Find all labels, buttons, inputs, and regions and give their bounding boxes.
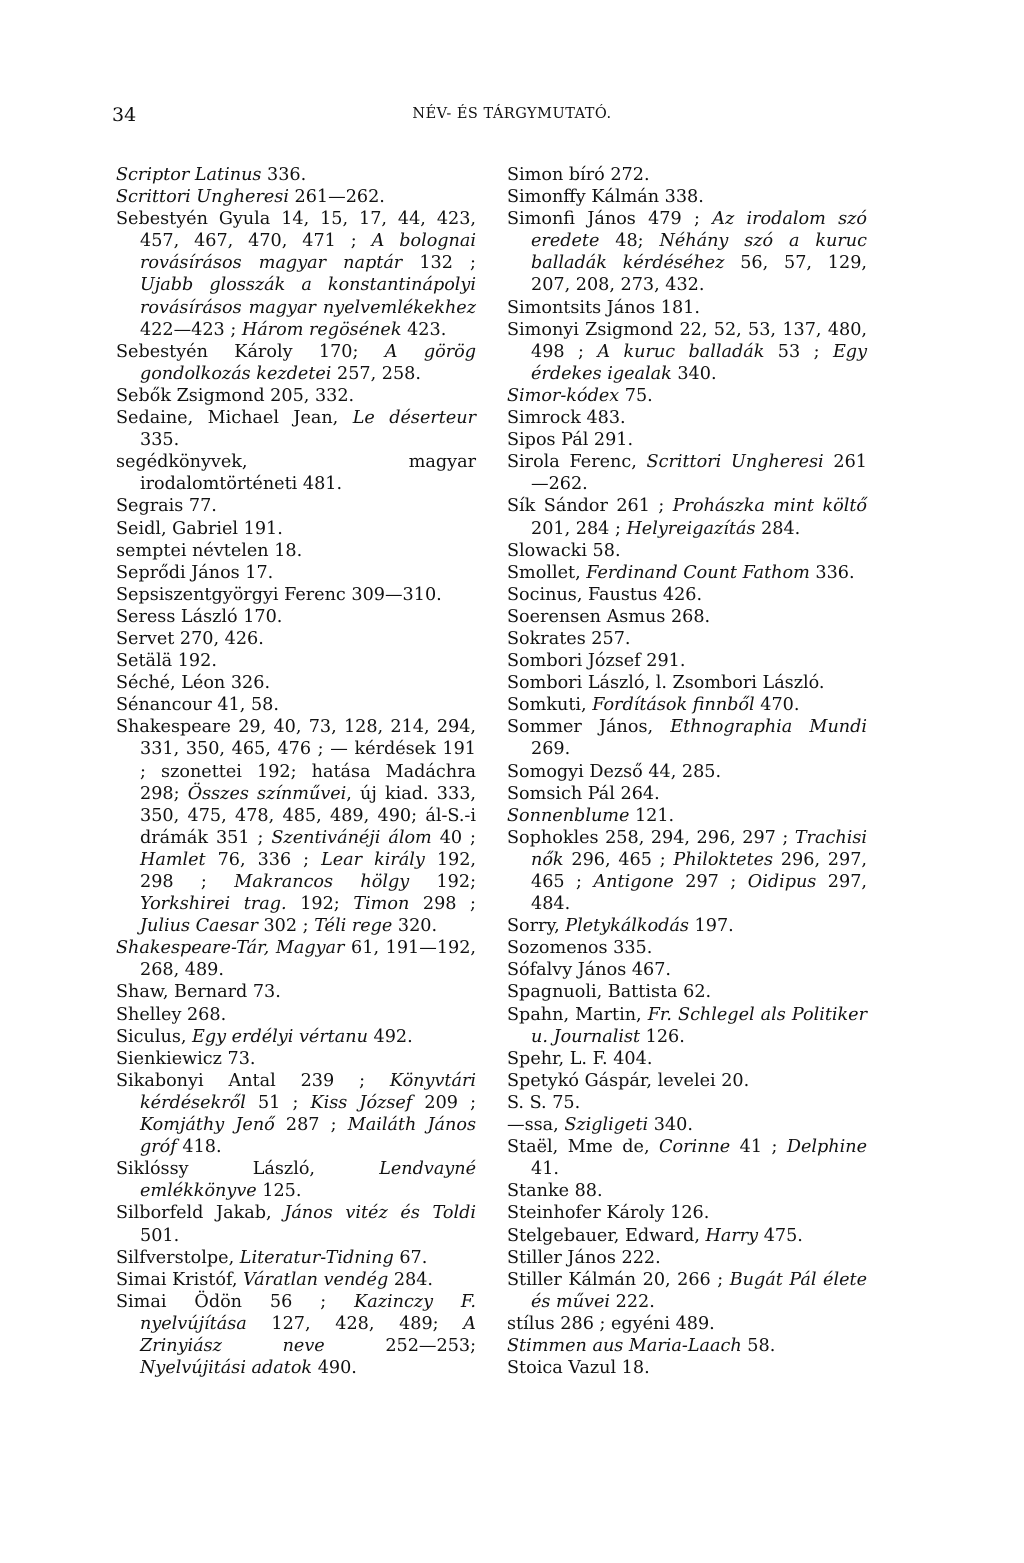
index-entry [507, 761, 867, 783]
entry-text: 127, 428, 489; [246, 1313, 464, 1334]
index-entry [507, 1357, 867, 1379]
entry-text: 58. [741, 1335, 776, 1356]
entry-text: 56, 57, 129, 207, 208, 273, 432. [531, 253, 867, 296]
index-entry [116, 164, 476, 186]
index-column-left [116, 164, 476, 1379]
entry-text: 126. [640, 1026, 685, 1047]
index-entry [507, 1070, 867, 1092]
entry-text: 41 ; [730, 1137, 787, 1158]
entry-text: 475. [758, 1225, 803, 1246]
index-entry [116, 606, 476, 628]
index-entry [507, 1313, 867, 1335]
index-entry [116, 1269, 476, 1291]
index-entry [507, 1335, 867, 1357]
entry-title-text: Szigligeti [564, 1115, 649, 1136]
entry-title-text: Bugát Pál élete és művei [531, 1269, 867, 1312]
entry-text: 261—262. [288, 187, 385, 208]
entry-text: 336. [261, 165, 307, 185]
index-entry [116, 628, 476, 650]
entry-title-text: Sonnenblume [507, 805, 630, 826]
entry-text: Simai Kristóf, [116, 1269, 244, 1290]
entry-text: 75. [619, 385, 653, 406]
index-entry [116, 1202, 476, 1246]
entry-text: Sebestyén Károly 170; [116, 341, 385, 362]
entry-text: Stanke 88. [507, 1181, 603, 1202]
entry-text: Stiller Kálmán 20, 266 ; [507, 1269, 730, 1290]
entry-text: S. S. 75. [507, 1092, 581, 1113]
index-entry [116, 451, 476, 495]
index-entry [507, 1225, 867, 1247]
index-entry [116, 584, 476, 606]
index-entry [507, 1202, 867, 1224]
entry-text: Sombori József 291. [507, 651, 686, 672]
index-entry [116, 1048, 476, 1070]
entry-title-text: Antigone [593, 872, 674, 892]
entry-title-text: Literatur-Tidning [239, 1247, 394, 1268]
entry-title-text: Scrittori Ungheresi [116, 187, 289, 208]
entry-text: Sozomenos 335. [507, 938, 653, 959]
index-entry [116, 518, 476, 540]
entry-text: 121. [629, 805, 675, 826]
entry-text: Sebők Zsigmond 205, 332. [116, 385, 355, 406]
index-entry [507, 827, 867, 915]
entry-text: 284. [755, 518, 801, 539]
entry-title-text: Ethnographia Mundi [670, 717, 867, 738]
entry-title-text: Stimmen aus Maria-Laach [507, 1335, 742, 1356]
entry-title-text: Simor-kódex [507, 385, 620, 406]
entry-title-text: Három regösének [241, 319, 402, 340]
index-entry [116, 1158, 476, 1202]
index-entry [507, 385, 867, 407]
entry-title-text: Ujabb glosszák a konstantinápolyi rovásírásos magyar nyelvemlékekhez [140, 275, 476, 318]
entry-text: 470. [754, 695, 800, 716]
index-entry [507, 540, 867, 562]
index-entry [116, 716, 476, 937]
entry-title-text: Helyreigazítás [626, 518, 756, 539]
entry-title-text: Shakespeare-Tár, Magyar [116, 938, 345, 959]
index-entry [116, 495, 476, 517]
entry-text: 76, 336 ; [205, 849, 322, 870]
entry-title-text: Ferdinand Count Fathom [586, 562, 810, 583]
index-entry [507, 606, 867, 628]
entry-text: Simonyi Zsigmond 22, 52, 53, 137, 480, 498 ; [507, 319, 867, 362]
index-entry [116, 1026, 476, 1048]
entry-text: Stelgebauer, Edward, [507, 1225, 706, 1246]
entry-text: 201, 284 ; [531, 518, 627, 539]
entry-text: 492. [367, 1026, 413, 1047]
index-entry [507, 959, 867, 981]
page-number: 34 [112, 104, 137, 126]
entry-text: Sombori László, l. Zsombori László. [507, 673, 825, 694]
entry-title-text: Lendvayné emlékkönyve [140, 1159, 476, 1202]
index-entry [116, 694, 476, 716]
entry-text: Staël, Mme de, [507, 1137, 660, 1158]
entry-title-text: Scriptor Latinus [116, 165, 262, 185]
entry-text: 192; [286, 894, 354, 915]
entry-text: 423. [401, 319, 447, 340]
index-entry [507, 1092, 867, 1114]
index-entry [116, 208, 476, 341]
entry-title-text: Yorkshirei trag. [140, 894, 287, 915]
index-entry [116, 672, 476, 694]
entry-text: Simonfi János 479 ; [507, 209, 713, 230]
entry-title-text: A kuruc balladák [597, 341, 765, 362]
entry-text: Stoica Vazul 18. [507, 1358, 650, 1379]
index-entry [116, 540, 476, 562]
index-entry [507, 650, 867, 672]
entry-text: Sebestyén Gyula 14, 15, 17, 44, 423, 457, 467, 470, 471 ; [116, 209, 476, 252]
entry-title-text: Prohászka mint költő [672, 496, 867, 517]
entry-text: Siklóssy László, [116, 1159, 380, 1180]
entry-text: Seidl, Gabriel 191. [116, 518, 283, 539]
entry-text: 192; [409, 872, 476, 892]
index-entry [507, 1004, 867, 1048]
entry-text: , új kiad. 333, 350, 475, 478, 485, 489, 490; ál-S.-i drámák 351 ; [140, 783, 476, 848]
entry-text: Smollet, [507, 562, 587, 583]
entry-text: 261—262. [531, 452, 867, 495]
entry-text: Shelley 268. [116, 1004, 227, 1025]
entry-title-text: Fordítások finnből [592, 695, 755, 716]
entry-text: 209 ; [412, 1092, 476, 1113]
entry-title-text: Corinne [659, 1137, 731, 1158]
entry-text: Somogyi Dezső 44, 285. [507, 761, 722, 782]
entry-text: Steinhofer Károly 126. [507, 1203, 710, 1224]
entry-text: Simai Ödön 56 ; [116, 1291, 355, 1312]
entry-text: Servet 270, 426. [116, 628, 264, 649]
entry-text: 40 ; [431, 827, 476, 848]
entry-text: 222. [610, 1291, 655, 1312]
entry-text: Silborfeld Jakab, [116, 1203, 285, 1224]
entry-text: Sikabonyi Antal 239 ; [116, 1070, 390, 1091]
entry-text: 41. [531, 1159, 559, 1180]
index-entry [116, 385, 476, 407]
entry-text: Simon bíró 272. [507, 165, 650, 185]
entry-text: 269. [531, 739, 571, 760]
entry-text: Sophokles 258, 294, 296, 297 ; [507, 827, 795, 848]
index-entry [116, 186, 476, 208]
entry-text: Spahn, Martin, [507, 1004, 648, 1025]
entry-text: 422—423 ; [140, 319, 242, 340]
entry-text: Segrais 77. [116, 496, 217, 517]
entry-text: Somkuti, [507, 695, 593, 716]
index-entry [116, 562, 476, 584]
entry-text: Stiller János 222. [507, 1247, 661, 1268]
entry-title-text: Timon [353, 894, 410, 915]
entry-text: Seprődi János 17. [116, 562, 274, 583]
entry-title-text: Néhány szó a kuruc balladák kérdéséhez [531, 231, 867, 274]
entry-title-text: Szentivánéji álom [271, 827, 432, 848]
entry-title-text: Nyelvújitási adatok [140, 1358, 313, 1379]
entry-text: segédkönyvek, magyar irodalomtörténeti 481. [116, 452, 476, 495]
entry-text: 252—253; [324, 1335, 477, 1356]
entry-text: 197. [688, 916, 734, 937]
entry-text: 320. [392, 916, 438, 937]
entry-text: 336. [809, 562, 855, 583]
index-entry [507, 672, 867, 694]
index-entry [507, 208, 867, 296]
index-entry [507, 495, 867, 539]
page-header [0, 104, 1024, 134]
index-entry [507, 1247, 867, 1269]
entry-title-text: Le déserteur [352, 408, 476, 429]
entry-text: 297 ; [673, 872, 748, 892]
index-entry [507, 1269, 867, 1313]
index-entry [507, 937, 867, 959]
index-entry [507, 1114, 867, 1136]
entry-text: Sommer János, [507, 717, 671, 738]
index-entry [507, 164, 867, 186]
entry-text: 296, 465 ; [563, 849, 674, 870]
index-entry [507, 1048, 867, 1070]
index-entry [507, 915, 867, 937]
entry-title-text: Oidipus [747, 872, 817, 892]
entry-text: 48; [599, 231, 660, 252]
entry-text: 192, 298 ; [140, 849, 476, 892]
entry-text: 61, 191—192, 268, 489. [140, 938, 477, 981]
entry-title-text: Scrittori Ungheresi [646, 452, 824, 473]
entry-title-text: Egy erdélyi vértanu [192, 1026, 368, 1047]
entry-title-text: Kiss József [310, 1092, 413, 1113]
entry-title-text: Komjáthy Jenő [140, 1115, 275, 1136]
entry-text: Slowacki 58. [507, 540, 621, 561]
index-entry [507, 584, 867, 606]
entry-title-text: Könyvtári kérdésekről [140, 1070, 476, 1113]
entry-text: Sepsiszentgyörgyi Ferenc 309—310. [116, 584, 442, 605]
index-entry [507, 981, 867, 1003]
entry-text: Simontsits János 181. [507, 297, 700, 318]
entry-text: 490. [312, 1358, 357, 1379]
index-entry [116, 1247, 476, 1269]
entry-title-text: A Zrinyiász neve [140, 1313, 476, 1356]
entry-text: Sirola Ferenc, [507, 452, 647, 473]
entry-text: Siculus, [116, 1026, 193, 1047]
entry-text: Spehr, L. F. 404. [507, 1048, 653, 1069]
entry-text: Shaw, Bernard 73. [116, 982, 281, 1003]
entry-title-text: Kazinczy F. nyelvújítása [140, 1291, 476, 1334]
entry-text: 257, 258. [331, 363, 421, 384]
index-entry [507, 562, 867, 584]
entry-text: 51 ; [245, 1092, 311, 1113]
index-entry [507, 805, 867, 827]
index-entry [507, 451, 867, 495]
entry-title-text: Trachisi nők [531, 827, 867, 870]
entry-text: Séché, Léon 326. [116, 673, 271, 694]
entry-text: semptei névtelen 18. [116, 540, 303, 561]
entry-title-text: Julius Caesar [140, 916, 258, 937]
entry-text: 67. [393, 1247, 428, 1268]
running-title: NÉV- ÉS TÁRGYMUTATÓ. [412, 106, 612, 122]
entry-title-text: János vitéz és Toldi [284, 1203, 476, 1224]
entry-title-text: Az irodalom szó eredete [531, 209, 867, 252]
entry-text: 132 ; [402, 253, 476, 274]
entry-text: Sík Sándor 261 ; [507, 496, 673, 517]
entry-title-text: Összes színművei [187, 783, 347, 804]
index-entry [507, 716, 867, 760]
entry-title-text: A görög gondolkozás kezdetei [140, 341, 476, 384]
index-entry [507, 297, 867, 319]
index-entry [507, 319, 867, 385]
entry-text: Shakespeare 29, 40, 73, 128, 214, 294, 331, 350, 465, 476 ; — kérdések 191 ; szonettei 192; hatása Madáchra 298; [116, 717, 476, 804]
entry-text: 287 ; [274, 1115, 348, 1136]
entry-text: Spetykó Gáspár, levelei 20. [507, 1070, 750, 1091]
index-entry [116, 407, 476, 451]
entry-text: Soerensen Asmus 268. [507, 606, 711, 627]
entry-title-text: Makrancos hölgy [234, 872, 410, 892]
entry-title-text: Téli rege [314, 916, 393, 937]
index-entry [507, 783, 867, 805]
entry-text: Sorry, [507, 916, 566, 937]
entry-text: Setälä 192. [116, 651, 217, 672]
index-entry [116, 981, 476, 1003]
entry-text: Simrock 483. [507, 408, 626, 429]
index-entry [507, 694, 867, 716]
index-entry [507, 1180, 867, 1202]
index-entry [116, 1291, 476, 1379]
entry-text: 335. [140, 430, 180, 451]
entry-text: Silfverstolpe, [116, 1247, 240, 1268]
index-entry [507, 1136, 867, 1180]
entry-text: Simonffy Kálmán 338. [507, 187, 704, 208]
index-entry [507, 186, 867, 208]
entry-text: 418. [176, 1137, 222, 1158]
entry-text: 297, 484. [531, 872, 867, 915]
entry-text: Sénancour 41, 58. [116, 695, 279, 716]
index-entry [507, 407, 867, 429]
entry-text: Socinus, Faustus 426. [507, 584, 703, 605]
entry-text: 340. [671, 363, 717, 384]
entry-title-text: Váratlan vendég [243, 1269, 389, 1290]
entry-text: 302 ; [257, 916, 315, 937]
entry-text: 501. [140, 1225, 180, 1246]
index-column-right [507, 164, 867, 1379]
entry-text: Spagnuoli, Battista 62. [507, 982, 712, 1003]
index-entry [116, 1070, 476, 1158]
entry-title-text: Egy érdekes igealak [531, 341, 868, 384]
entry-title-text: Delphine [786, 1137, 867, 1158]
entry-text: Sófalvy János 467. [507, 960, 672, 981]
entry-text: —ssa, [507, 1115, 565, 1136]
entry-text: 340. [648, 1115, 693, 1136]
index-entry [116, 1004, 476, 1026]
entry-title-text: Philoktetes [673, 849, 774, 870]
entry-text: 284. [388, 1269, 434, 1290]
entry-text: Sipos Pál 291. [507, 430, 634, 451]
entry-text: Sienkiewicz 73. [116, 1048, 256, 1069]
entry-text: stílus 286 ; egyéni 489. [507, 1313, 715, 1334]
index-entry [507, 429, 867, 451]
entry-title-text: Pletykálkodás [565, 916, 689, 937]
entry-title-text: Fr. Schlegel als Politiker u. Journalist [531, 1004, 867, 1047]
entry-title-text: Lear király [321, 849, 425, 870]
entry-text: 298 ; [409, 894, 476, 915]
entry-text: Seress László 170. [116, 606, 283, 627]
entry-text: 296, 297, 465 ; [531, 849, 867, 892]
index-entry [116, 341, 476, 385]
index-entry [116, 650, 476, 672]
entry-text: Sokrates 257. [507, 628, 631, 649]
entry-text: Somsich Pál 264. [507, 783, 660, 804]
entry-title-text: Harry [705, 1225, 759, 1246]
index-entry [116, 937, 476, 981]
entry-title-text: Mailáth János gróf [140, 1115, 476, 1158]
entry-text: 53 ; [764, 341, 833, 362]
entry-text: 125. [256, 1181, 302, 1202]
entry-text: Sedaine, Michael Jean, [116, 408, 353, 429]
entry-title-text: Hamlet [140, 849, 206, 870]
entry-title-text: A bolognai rovásírásos magyar naptár [140, 231, 476, 274]
index-entry [507, 628, 867, 650]
